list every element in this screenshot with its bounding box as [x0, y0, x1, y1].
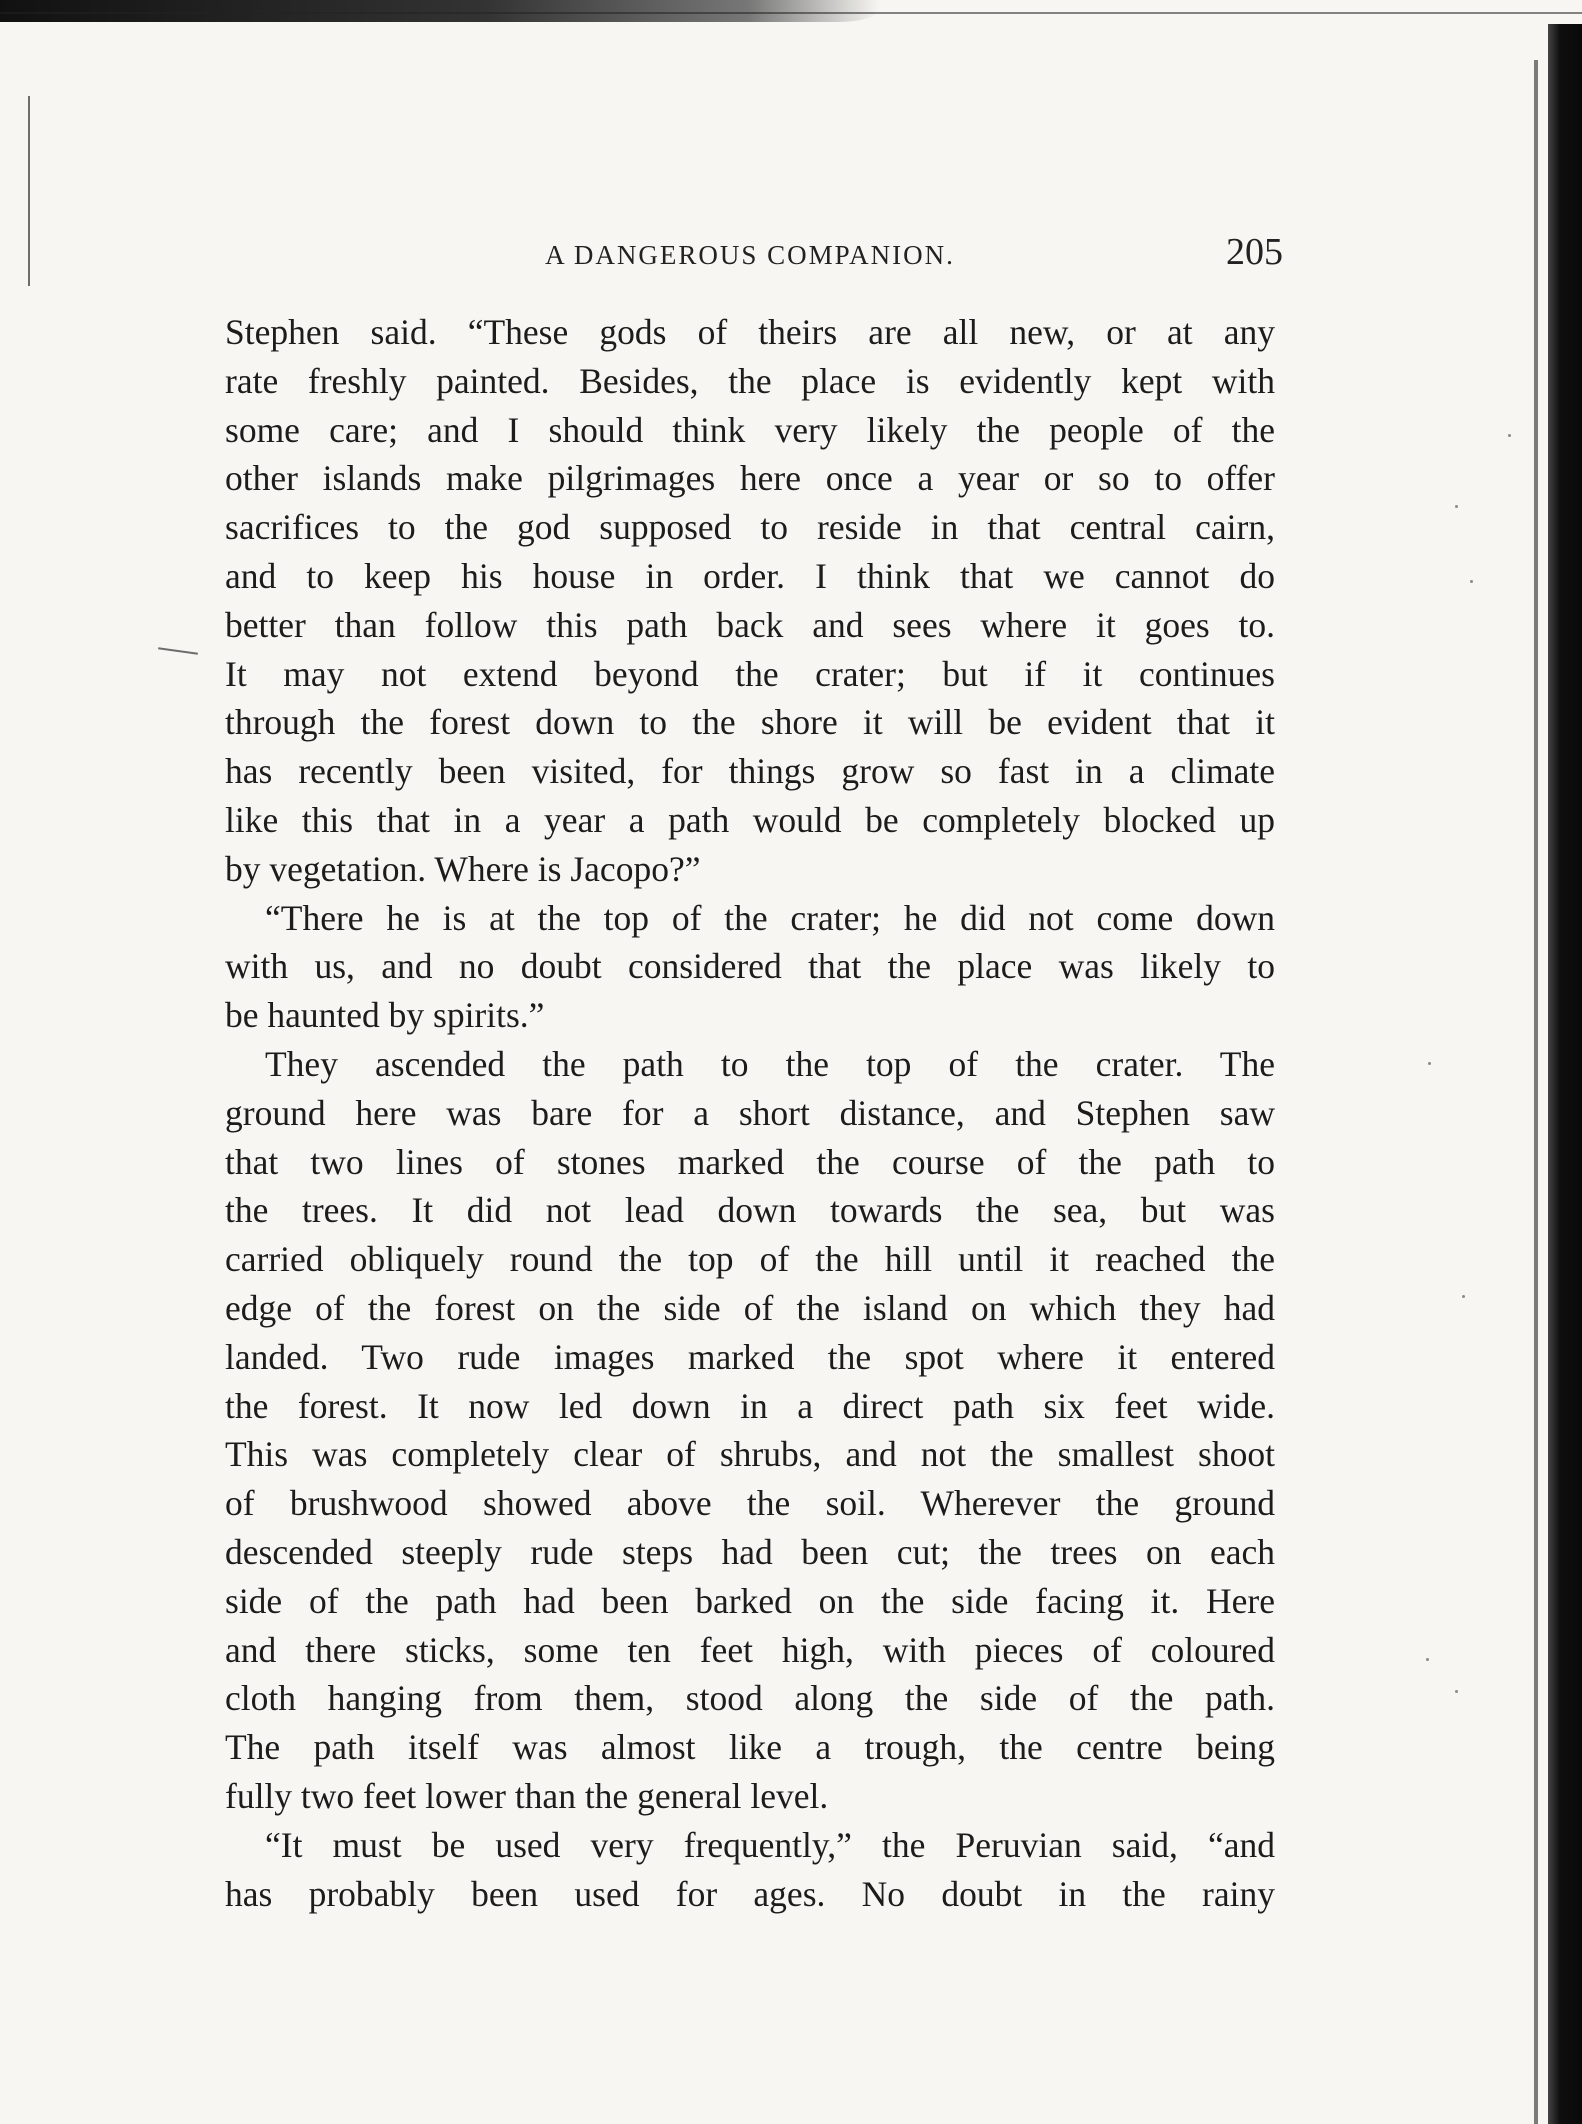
paragraph	[225, 1821, 1275, 1919]
text-line: better than follow this path back and sees where it goes to.	[225, 604, 1275, 645]
text-line: be haunted by spirits.”	[225, 995, 545, 1036]
scan-margin-dash	[158, 647, 198, 655]
text-line: and there sticks, some ten feet high, with pieces of coloured	[225, 1629, 1275, 1670]
scan-speck	[1470, 580, 1473, 583]
scan-speck	[1455, 505, 1458, 508]
text-line: and to keep his house in order. I think that we cannot do	[225, 555, 1275, 596]
text-line: Stephen said. “These gods of theirs are all new, or at any	[225, 312, 1275, 352]
text-line: side of the path had been barked on the side facing it. Here	[225, 1580, 1275, 1621]
text-line: cloth hanging from them, stood along the side of the path.	[225, 1678, 1275, 1719]
text-line: fully two feet lower than the general level.	[225, 1775, 829, 1816]
text-line: of brushwood showed above the soil. Wherever the ground	[225, 1483, 1275, 1524]
text-line: has probably been used for ages. No doubt in the rainy	[225, 1873, 1275, 1914]
paragraph	[225, 1040, 1275, 1821]
scan-edge-line-top	[0, 12, 1582, 14]
text-line: the trees. It did not lead down towards the sea, but was	[225, 1190, 1275, 1231]
text-line: descended steeply rude steps had been cut; the trees on each	[225, 1531, 1275, 1572]
scan-speck	[1455, 1690, 1458, 1693]
text-line: through the forest down to the shore it will be evident that it	[225, 702, 1275, 743]
text-line: carried obliquely round the top of the hill until it reached the	[225, 1239, 1275, 1280]
scan-speck	[1426, 1658, 1429, 1661]
text-line: other islands make pilgrimages here once a year or so to offer	[225, 458, 1275, 499]
page-number: 205	[1226, 231, 1283, 273]
book-page	[225, 226, 1283, 1918]
running-title: A DANGEROUS COMPANION.	[545, 240, 955, 270]
paragraph	[225, 308, 1275, 894]
scan-speck	[1462, 1295, 1465, 1298]
scan-edge-line-right	[1534, 60, 1538, 2124]
text-line: They ascended the path to the top of the crater. The	[265, 1043, 1275, 1084]
text-line: sacrifices to the god supposed to reside in that central cairn,	[225, 507, 1275, 548]
scan-edge-shadow-right	[1548, 24, 1582, 2124]
text-line: This was completely clear of shrubs, and not the smallest shoot	[225, 1434, 1275, 1475]
text-line: the forest. It now led down in a direct path six feet wide.	[225, 1385, 1275, 1426]
text-line: edge of the forest on the side of the island on which they had	[225, 1287, 1275, 1328]
text-line: that two lines of stones marked the course of the path to	[225, 1141, 1275, 1182]
text-line: by vegetation. Where is Jacopo?”	[225, 848, 701, 889]
text-line: The path itself was almost like a trough, the centre being	[225, 1727, 1275, 1768]
scan-edge-shadow-top	[0, 0, 880, 22]
text-line: “It must be used very frequently,” the Peruvian said, “and	[265, 1824, 1275, 1865]
text-line: “There he is at the top of the crater; he did not come down	[265, 897, 1275, 938]
text-line: some care; and I should think very likely the people of the	[225, 409, 1275, 450]
text-line: has recently been visited, for things grow so fast in a climate	[225, 751, 1275, 792]
scan-speck	[1508, 434, 1511, 437]
paragraph	[225, 894, 1275, 1040]
running-head	[225, 226, 1283, 286]
scan-speck	[1428, 1062, 1431, 1065]
body-text	[225, 308, 1275, 1918]
text-line: landed. Two rude images marked the spot where it entered	[225, 1336, 1275, 1377]
text-line: like this that in a year a path would be completely blocked up	[225, 799, 1275, 840]
text-line: ground here was bare for a short distance, and Stephen saw	[225, 1092, 1275, 1133]
text-line: It may not extend beyond the crater; but if it continues	[225, 653, 1275, 694]
text-line: with us, and no doubt considered that the place was likely to	[225, 946, 1275, 987]
scan-margin-mark-left	[28, 96, 30, 286]
text-line: rate freshly painted. Besides, the place is evidently kept with	[225, 360, 1275, 401]
